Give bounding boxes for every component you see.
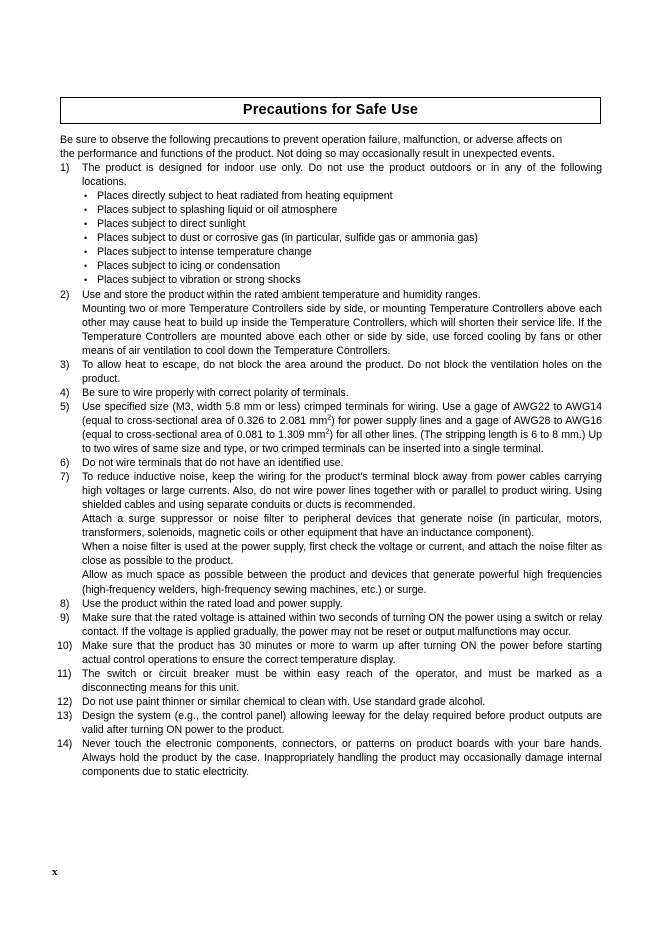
precaution-item <box>60 400 602 456</box>
precautions-list <box>57 161 603 779</box>
sub-bullet-item: • Places subject to icing or condensation <box>82 259 602 273</box>
list-marker: 6) <box>60 457 70 470</box>
precaution-text: Use specified size (M3, width 5.8 mm or less) crimped terminals for wiring. Use a gage of AWG22 to AWG14 (equal to cross-sectional area of 0.326 to 2.081 $mm^2$) for power supply lines and a gage of AWG28 to AWG16 (equal to cross-sectional area of 0.081 to 1.309 $mm^2$) for all other lines. (The stripping length is 6 to 8 mm.) Up to two wires of same size and type, or two crimped terminals can be inserted into a single terminal. <box>82 400 603 456</box>
sub-bullet-list <box>82 189 602 287</box>
precaution-text: Do not use paint thinner or similar chemical to clean with. Use standard grade alcohol. <box>82 695 486 708</box>
precaution-item <box>60 386 602 400</box>
intro-paragraph <box>60 133 602 161</box>
superscript-two: 2 <box>327 412 332 422</box>
intro-line-1: Be sure to observe the following precautions to prevent operation failure, malfunction, or adverse affects on <box>60 134 563 146</box>
list-marker: 5) <box>60 400 70 413</box>
sub-bullet-item: • Places subject to vibration or strong shocks <box>82 273 602 287</box>
precaution-text: When a noise filter is used at the power supply, first check the voltage or current, and attach the noise filter as close as possible to the product. <box>82 541 602 568</box>
precaution-text: The product is designed for indoor use only. Do not use the product outdoors or in any of the following locations. <box>82 162 602 189</box>
precaution-item <box>60 161 602 287</box>
precaution-text: Use and store the product within the rated ambient temperature and humidity ranges. <box>82 288 481 301</box>
page-title: Precautions for Safe Use <box>242 102 419 119</box>
precaution-item <box>60 358 602 386</box>
precaution-text: Mounting two or more Temperature Controllers side by side, or mounting Temperature Controllers above each other may cause heat to build up inside the Temperature Controllers, which will shorten their service life. If the Temperature Controllers are mounted above each other or side by side, use forced cooling by fans or other means of air ventilation to cool down the Temperature Controllers. <box>82 302 602 357</box>
precaution-text: The switch or circuit breaker must be within easy reach of the operator, and must be marked as a disconnecting means for this unit. <box>82 667 602 694</box>
precaution-text: Make sure that the product has 30 minutes or more to warm up after turning ON the power before starting actual control operations to ensure the correct temperature display. <box>82 639 602 666</box>
list-marker: 13) <box>57 709 73 722</box>
sub-bullet-item: • Places directly subject to heat radiated from heating equipment <box>82 189 602 203</box>
list-marker: 4) <box>60 386 70 399</box>
precaution-text: To allow heat to escape, do not block the area around the product. Do not block the ventilation holes on the product. <box>82 358 602 385</box>
superscript-two: 2 <box>325 426 330 436</box>
precaution-item <box>57 737 602 779</box>
precaution-item <box>57 639 602 667</box>
precaution-text: Make sure that the rated voltage is attained within two seconds of turning ON the power using a switch or relay contact. If the voltage is applied gradually, the power may not be reset or output malfunctions may occur. <box>82 611 602 638</box>
page-number: x <box>52 866 58 878</box>
precaution-item <box>57 695 602 709</box>
precaution-text: Never touch the electronic components, connectors, or patterns on product boards with your bare hands. Always hold the product by the case. Inappropriately handling the product may occasionally damage internal components due to static electricity. <box>82 738 602 779</box>
precaution-text: Attach a surge suppressor or noise filter to peripheral devices that generate noise (in particular, motors, transformers, solenoids, magnetic coils or other equipment that have an inductance component). <box>82 513 602 540</box>
list-marker: 1) <box>60 162 70 175</box>
page-title-box <box>60 97 601 124</box>
precaution-item <box>60 611 602 639</box>
list-marker: 3) <box>60 358 70 371</box>
precaution-item <box>57 667 602 695</box>
sub-bullet-item: • Places subject to direct sunlight <box>82 217 602 231</box>
precaution-item <box>60 597 602 611</box>
precaution-item <box>60 288 602 358</box>
list-marker: 9) <box>60 611 70 624</box>
precaution-text: Use the product within the rated load and power supply. <box>82 597 343 610</box>
list-marker: 7) <box>60 471 70 484</box>
list-marker: 14) <box>57 738 73 751</box>
precaution-text: Be sure to wire properly with correct polarity of terminals. <box>82 386 349 399</box>
precaution-text: Do not wire terminals that do not have an identified use. <box>82 457 344 470</box>
precaution-text: Design the system (e.g., the control panel) allowing leeway for the delay required before product outputs are valid after turning ON power to the product. <box>82 709 602 736</box>
precaution-text: Allow as much space as possible between the product and devices that generate powerful high frequencies (high-frequency welders, high-frequency sewing machines, etc.) or surge. <box>82 569 602 596</box>
intro-line-2: the performance and functions of the product. Not doing so may occasionally result in unexpected events. <box>60 148 555 161</box>
document-body <box>57 133 603 779</box>
sub-bullet-item: • Places subject to intense temperature change <box>82 245 602 259</box>
list-marker: 10) <box>57 639 73 652</box>
precaution-text: To reduce inductive noise, keep the wiring for the product's terminal block away from power cables carrying high voltages or large currents. Also, do not wire power lines together with or parallel to product wiring. Using shielded cables and using separate conduits or ducts is recommended. <box>82 471 602 512</box>
precaution-item <box>60 456 602 470</box>
list-marker: 11) <box>57 667 72 680</box>
list-marker: 8) <box>60 597 70 610</box>
sub-bullet-item: • Places subject to splashing liquid or oil atmosphere <box>82 203 602 217</box>
list-marker: 12) <box>57 695 73 708</box>
sub-bullet-item: • Places subject to dust or corrosive gas (in particular, sulfide gas or ammonia gas) <box>82 231 602 245</box>
precaution-item <box>57 709 602 737</box>
precaution-item <box>60 470 602 596</box>
list-marker: 2) <box>60 288 70 301</box>
